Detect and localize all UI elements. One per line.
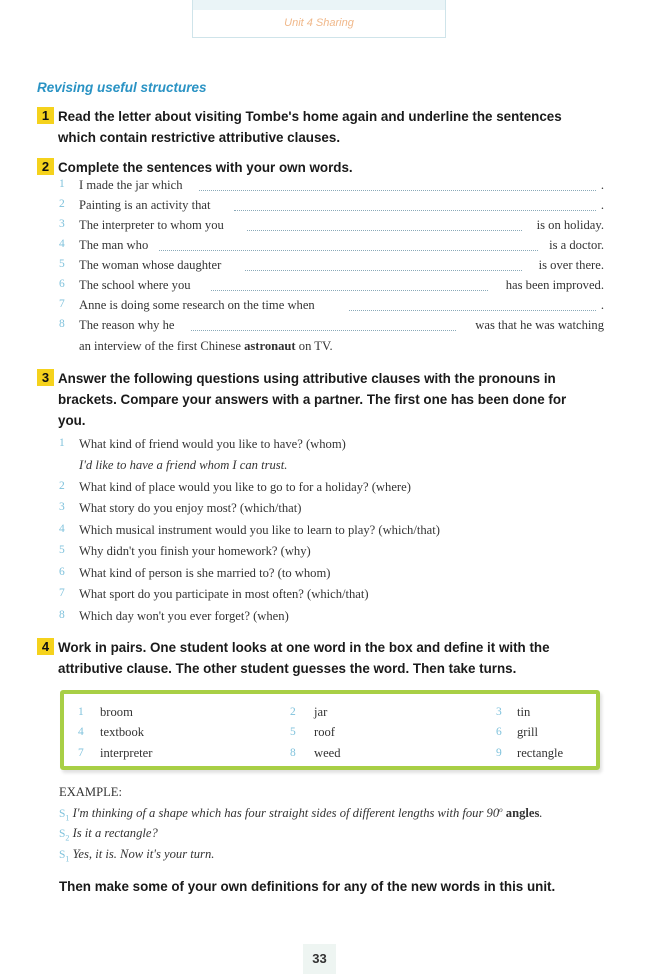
word-jar: jar [314, 705, 328, 719]
word-tin: tin [517, 705, 531, 719]
page-number: 33 [303, 944, 336, 974]
word-box: 1 broom 2 jar 3 tin 4 textbook 5 roof 6 grill 7 interpreter 8 weed 9 rectangle [60, 690, 600, 770]
final-instruction: Then make some of your own definitions for any of the new words in this unit. [59, 879, 556, 894]
exercise-number: 2 [37, 158, 54, 175]
unit-header [192, 0, 446, 38]
list-item: 8 Which day won't you ever forget? (when) [59, 609, 289, 623]
list-item-continuation: an interview of the first Chinese astronaut on TV. [79, 339, 333, 353]
answer-blank[interactable] [247, 218, 522, 231]
example-line: $S_2$ Is it a rectangle? [59, 826, 158, 843]
list-item: 3 What story do you enjoy most? (which/that) [59, 501, 302, 515]
example-line: $S_1$ I'm thinking of a shape which has four straight sides of different lengths with four 90$^o$ angles. [59, 806, 543, 823]
answer-blank[interactable] [159, 238, 538, 251]
list-item: 2 Painting is an activity that . [59, 198, 604, 212]
answer-blank[interactable] [349, 298, 596, 311]
list-item: 4 Which musical instrument would you like to learn to play? (which/that) [59, 523, 440, 537]
unit-label: Unit 4 Sharing [284, 17, 354, 29]
list-item: 4 The man who is a doctor. [59, 238, 604, 252]
example-line: $S_1$ Yes, it is. Now it's your turn. [59, 847, 215, 864]
exercise-2-list [59, 178, 604, 358]
exercise-number: 3 [37, 369, 54, 386]
word-grill: grill [517, 725, 538, 739]
list-item: 5 Why didn't you finish your homework? (why) [59, 544, 311, 558]
answer-blank[interactable] [191, 318, 456, 331]
exercise-4-instruction: 4 Work in pairs. One student looks at one word in the box and define it with the attributive clause. The other student guesses the word. Then take turns. [37, 637, 607, 679]
example-label: EXAMPLE: [59, 785, 122, 799]
exercise-number: 4 [37, 638, 54, 655]
list-item: 3 The interpreter to whom you is on holiday. [59, 218, 604, 232]
word-roof: roof [314, 725, 335, 739]
answer-blank[interactable] [245, 258, 522, 271]
list-item: 6 What kind of person is she married to? (to whom) [59, 566, 331, 580]
section-title: Revising useful structures [37, 80, 207, 95]
answer-blank[interactable] [234, 198, 596, 211]
exercise-3-list [59, 437, 604, 627]
list-item: 8 The reason why he was that he was watching [59, 318, 604, 332]
word-broom: broom [100, 705, 133, 719]
list-item: 7 What sport do you participate in most often? (which/that) [59, 587, 369, 601]
list-item: 1 What kind of friend would you like to have? (whom) [59, 437, 346, 451]
answer-blank[interactable] [211, 278, 488, 291]
sample-answer: I'd like to have a friend whom I can trust. [79, 458, 288, 472]
list-item: 7 Anne is doing some research on the time when . [59, 298, 604, 312]
exercise-1-instruction: 1 Read the letter about visiting Tombe's home again and underline the sentences which contain restrictive attributive clauses. [37, 106, 607, 148]
word-weed: weed [314, 746, 341, 760]
exercise-2-instruction: 2 Complete the sentences with your own words. [37, 157, 607, 178]
word-rectangle: rectangle [517, 746, 564, 760]
exercise-3-instruction: 3 Answer the following questions using attributive clauses with the pronouns in brackets. Compare your answers with a partner. The first one has been done for you. [37, 368, 607, 431]
list-item: 1 I made the jar which . [59, 178, 604, 192]
list-item: 2 What kind of place would you like to go to for a holiday? (where) [59, 480, 411, 494]
answer-blank[interactable] [199, 178, 596, 191]
word-interpreter: interpreter [100, 746, 153, 760]
list-item: 5 The woman whose daughter is over there. [59, 258, 604, 272]
list-item: 6 The school where you has been improved. [59, 278, 604, 292]
word-textbook: textbook [100, 725, 145, 739]
exercise-number: 1 [37, 107, 54, 124]
